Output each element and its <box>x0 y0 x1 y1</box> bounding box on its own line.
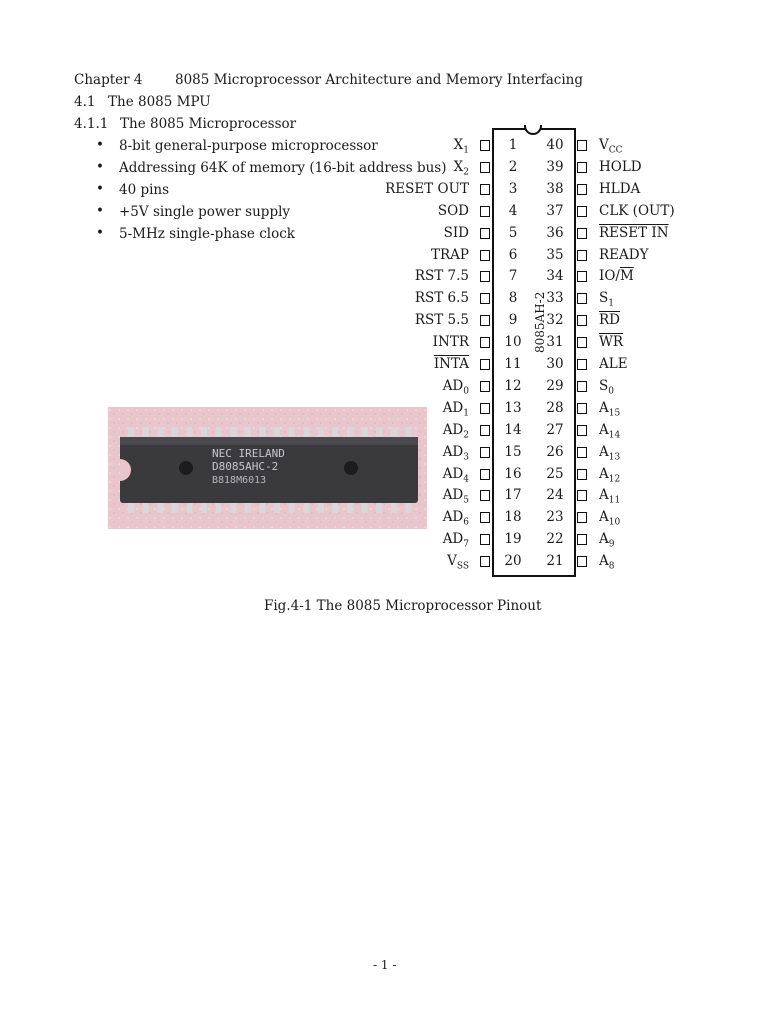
pin-box <box>577 315 587 326</box>
pin-label: RST 5.5 <box>414 312 469 329</box>
pin-box <box>480 512 490 523</box>
pin-box <box>480 490 490 501</box>
pin-number: 26 <box>546 443 564 460</box>
pin-label: SOD <box>437 202 469 219</box>
pin-number: 22 <box>546 531 564 548</box>
page-number: - 1 - <box>373 958 397 972</box>
pin-number: 27 <box>546 421 564 438</box>
pin-label: $A_{11}$ <box>599 487 621 507</box>
pin-label: $A_8$ <box>599 553 615 572</box>
pin-number: 17 <box>504 487 522 504</box>
pin-label: $A_{12}$ <box>599 465 621 485</box>
pin-box <box>577 206 587 217</box>
pin-box <box>480 315 490 326</box>
pin-box <box>480 337 490 348</box>
pin-number: 14 <box>504 421 522 438</box>
pin-number: 31 <box>546 334 564 351</box>
pin-label: INTA <box>433 356 469 372</box>
pin-number: 21 <box>546 553 564 570</box>
pin-number: 35 <box>546 246 564 263</box>
pin-label: $AD_1$ <box>442 399 469 419</box>
pin-number: 39 <box>546 158 564 175</box>
pin-number: 30 <box>546 356 564 372</box>
pin-label: $V_{CC}$ <box>599 137 623 156</box>
subsection-number: 4.1.1 <box>74 116 109 132</box>
pin-box <box>480 140 490 151</box>
section-title: The 8085 MPU <box>108 94 211 110</box>
pin-label: RST 7.5 <box>414 268 469 285</box>
pin-label: RST 6.5 <box>414 290 469 307</box>
pin-box <box>577 381 587 392</box>
bullet-item: Addressing 64K of memory (16-bit address bus) <box>119 160 447 176</box>
pin-label: $AD_0$ <box>442 377 469 397</box>
pin-label: $AD_3$ <box>442 443 469 463</box>
pin-box <box>577 293 587 304</box>
pin-label: $A_9$ <box>599 531 615 550</box>
pin-number: 25 <box>546 465 564 482</box>
pin-number: 33 <box>546 290 564 307</box>
bullet-item: 5-MHz single-phase clock <box>119 226 295 242</box>
pin-box <box>480 556 490 567</box>
bullet-marker: • <box>96 159 104 175</box>
pin-number: 19 <box>504 531 522 548</box>
pin-number: 32 <box>546 312 564 329</box>
pin-label: $S_0$ <box>599 377 614 397</box>
photo-marking-2: D8085AHC-2 <box>212 460 279 473</box>
pin-label: READY <box>599 246 649 263</box>
pin-number: 23 <box>546 509 564 526</box>
pin-label: $AD_4$ <box>442 465 469 485</box>
pin-label: $AD_2$ <box>442 421 469 441</box>
pin-label: $\overline{RD}$ <box>599 312 620 329</box>
pin-box <box>577 359 587 370</box>
pin-number: 1 <box>508 137 518 153</box>
pin-box <box>577 403 587 414</box>
pin-label: $AD_7$ <box>442 531 469 550</box>
pin-label: HLDA <box>599 180 641 197</box>
pin-box <box>480 534 490 545</box>
pin-number: 29 <box>546 377 564 394</box>
bullet-item: 40 pins <box>119 182 170 198</box>
chapter-label: Chapter 4 <box>74 72 143 88</box>
pin-box <box>480 228 490 239</box>
pin-label: $AD_6$ <box>442 509 469 528</box>
chip-part-label: 8085AH-2 <box>533 291 547 353</box>
pin-number: 8 <box>508 290 518 307</box>
pin-box <box>480 381 490 392</box>
pin-box <box>480 206 490 217</box>
pin-label: RESET IN <box>599 224 669 241</box>
bullet-marker: • <box>96 137 104 153</box>
pin-label: SID <box>443 224 469 241</box>
pin-box <box>577 337 587 348</box>
pin-box <box>577 271 587 282</box>
pin-number: 4 <box>508 202 518 219</box>
pin-box <box>480 184 490 195</box>
pin-number: 28 <box>546 399 564 416</box>
bullet-marker: • <box>96 225 104 241</box>
pin-box <box>480 447 490 458</box>
pin-number: 2 <box>508 158 518 175</box>
chapter-title: 8085 Microprocessor Architecture and Memory Interfacing <box>175 72 583 88</box>
pin-label: $A_{15}$ <box>599 399 621 419</box>
pin-number: 13 <box>504 399 522 416</box>
pin-number: 38 <box>546 180 564 197</box>
pin-box <box>480 359 490 370</box>
pin-label: $S_1$ <box>599 290 614 309</box>
pin-box <box>577 184 587 195</box>
subsection-title: The 8085 Microprocessor <box>120 116 297 132</box>
pin-number: 12 <box>504 377 522 394</box>
pin-number: 15 <box>504 443 522 460</box>
bullet-item: 8-bit general-purpose microprocessor <box>119 138 378 154</box>
pin-box <box>480 403 490 414</box>
pin-box <box>480 469 490 480</box>
pin-label: HOLD <box>599 158 642 175</box>
pin-label: RESET OUT <box>385 180 469 197</box>
pin-box <box>577 228 587 239</box>
pin-number: 37 <box>546 202 564 219</box>
pin-number: 5 <box>508 224 518 241</box>
pin-box <box>577 447 587 458</box>
pin-number: 3 <box>508 180 518 197</box>
pin-label: $A_{10}$ <box>599 509 621 528</box>
pin-number: 34 <box>546 268 564 285</box>
pin-label: $X_1$ <box>453 137 469 156</box>
pin-number: 11 <box>504 356 522 372</box>
photo-marking-3: B818M6013 <box>212 475 267 486</box>
pin-box <box>480 425 490 436</box>
bullet-marker: • <box>96 203 104 219</box>
pin-box <box>480 162 490 173</box>
pin-label: $A_{13}$ <box>599 443 621 463</box>
pin-box <box>577 140 587 151</box>
pin-label: $V_{SS}$ <box>447 553 469 572</box>
pin-label: $IO/\overline{M}$ <box>599 268 634 285</box>
pin-label: ALE <box>599 356 628 372</box>
pin-number: 24 <box>546 487 564 504</box>
pin-number: 16 <box>504 465 522 482</box>
pin-box <box>577 250 587 261</box>
pin-number: 6 <box>508 246 518 263</box>
pin-box <box>577 469 587 480</box>
pin-box <box>577 556 587 567</box>
pin-number: 7 <box>508 268 518 285</box>
pin-label: CLK (OUT) <box>599 202 675 219</box>
pin-number: 18 <box>504 509 522 526</box>
pin-number: 10 <box>504 334 522 351</box>
pin-box <box>577 490 587 501</box>
section-number: 4.1 <box>74 94 96 110</box>
pin-box <box>577 162 587 173</box>
pin-box <box>577 425 587 436</box>
bullet-marker: • <box>96 181 104 197</box>
bullet-item: +5V single power supply <box>119 204 291 220</box>
pin-box <box>577 512 587 523</box>
pin-label: $\overline{WR}$ <box>599 334 624 351</box>
pin-label: INTR <box>432 334 469 351</box>
photo-marking-1: NEC IRELAND <box>212 447 285 460</box>
pin-number: 9 <box>508 312 518 329</box>
pin-label: $X_2$ <box>453 158 469 178</box>
chip-photo <box>108 407 427 529</box>
pin-number: 20 <box>504 553 522 570</box>
pin-box <box>480 271 490 282</box>
pin-box <box>577 534 587 545</box>
pin-box <box>480 293 490 304</box>
figure-caption: Fig.4-1 The 8085 Microprocessor Pinout <box>264 598 542 614</box>
pin-box <box>480 250 490 261</box>
pin-label: TRAP <box>430 246 469 263</box>
pin-number: 36 <box>546 224 564 241</box>
pin-number: 40 <box>546 137 564 153</box>
pin-label: $A_{14}$ <box>599 421 621 441</box>
pin-label: $AD_5$ <box>442 487 469 507</box>
